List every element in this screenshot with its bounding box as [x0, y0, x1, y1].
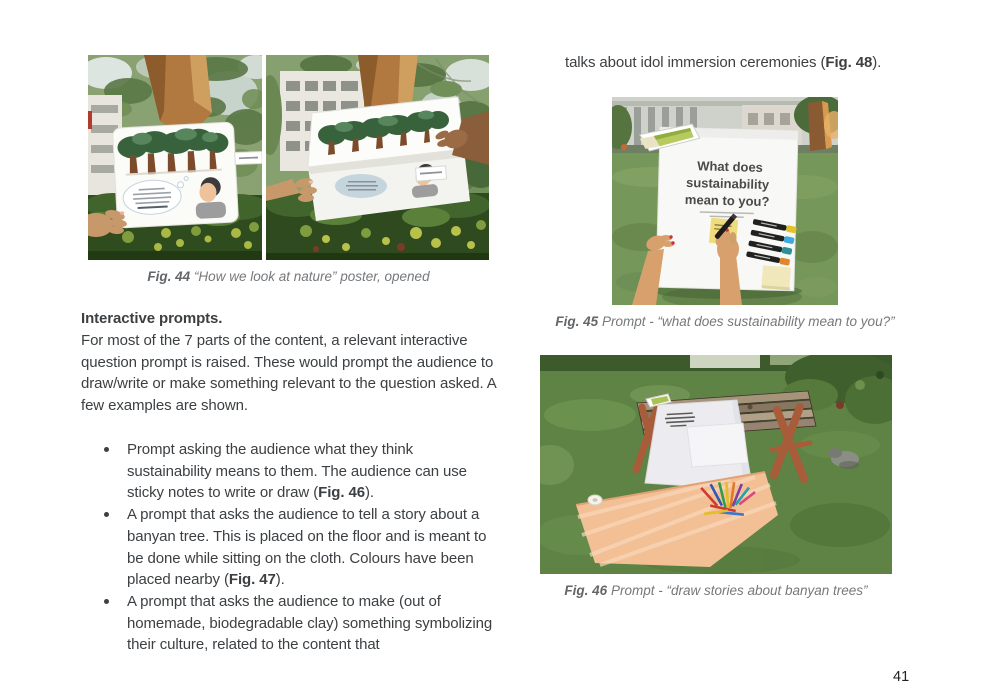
bullet-marker — [104, 599, 109, 604]
side-tab-label — [416, 166, 447, 181]
figure-reference: Fig. 47 — [228, 571, 276, 589]
popup-poster-card — [112, 122, 238, 228]
pasted-sheet — [687, 423, 748, 467]
list-item-text-pre: A prompt that asks the audience to make (out of homemade, biodegradable clay) something symbolizing their culture, related to the content that — [127, 592, 493, 654]
list-item-text — [127, 504, 500, 591]
continuation-line — [565, 52, 881, 74]
section-heading: Interactive prompts. — [81, 310, 223, 327]
svg-text:sustainability: sustainability — [685, 174, 770, 193]
list-item-text-post: ). — [275, 571, 285, 589]
continuation-text-pre: talks about idol immersion ceremonies ( — [565, 54, 826, 71]
tape-roll — [588, 495, 602, 505]
prompt-examples-list — [104, 439, 500, 656]
fig46-caption-text: Prompt - “draw stories about banyan trees” — [607, 583, 868, 598]
photo-fig44-right — [266, 55, 489, 260]
figure-reference: Fig. 46 — [318, 484, 365, 502]
list-item — [104, 439, 500, 504]
photo-fig44-left — [88, 55, 262, 260]
fig45-caption-label: Fig. 45 — [555, 314, 599, 329]
figure-reference: Fig. 48 — [825, 54, 873, 71]
list-item-text-post: ). — [364, 484, 374, 502]
photo-fig45 — [612, 97, 838, 305]
fig45-caption — [540, 314, 910, 329]
photo-fig45-illustration — [612, 97, 838, 305]
illegible-fine-print — [346, 181, 378, 191]
svg-text:What does: What does — [697, 158, 764, 175]
fig46-caption — [540, 583, 892, 598]
list-item — [104, 504, 500, 591]
list-item-text — [127, 591, 500, 656]
fig44-caption — [88, 269, 489, 284]
side-tab-label — [235, 152, 262, 165]
continuation-text-post: ). — [872, 54, 882, 71]
photo-fig46 — [540, 355, 892, 574]
intro-paragraph: For most of the 7 parts of the content, a relevant interactive question prompt is raised. These would prompt the audience to draw/write or make something relevant to the question asked. A few examples are shown. — [81, 332, 496, 415]
list-item — [104, 591, 500, 656]
popup-poster-card-opened — [308, 97, 470, 221]
fig46-caption-label: Fig. 46 — [564, 583, 608, 598]
bullet-marker — [104, 447, 109, 452]
list-item-text-pre: Prompt asking the audience what they think sustainability means to them. The audience can use sticky notes to write or draw ( — [127, 441, 467, 502]
bullet-marker — [104, 512, 109, 517]
fig44-caption-label: Fig. 44 — [147, 269, 191, 284]
fig45-caption-text: Prompt - “what does sustainability mean to you?” — [598, 314, 895, 329]
page-number: 41 — [893, 669, 910, 685]
list-item-text-pre: A prompt that asks the audience to tell a story about a banyan tree. This is placed on the floor and is meant to be done while sitting on the cloth. Colours have been placed nearby ( — [127, 506, 487, 589]
photo-fig44-right-illustration — [266, 55, 489, 260]
list-item-text — [127, 439, 500, 504]
photo-fig44-left-illustration — [88, 55, 262, 260]
fig44-caption-text: “How we look at nature” poster, opened — [190, 269, 430, 284]
poster-question-text — [685, 158, 771, 209]
photo-fig46-illustration — [540, 355, 892, 574]
svg-text:mean to you?: mean to you? — [684, 191, 770, 210]
